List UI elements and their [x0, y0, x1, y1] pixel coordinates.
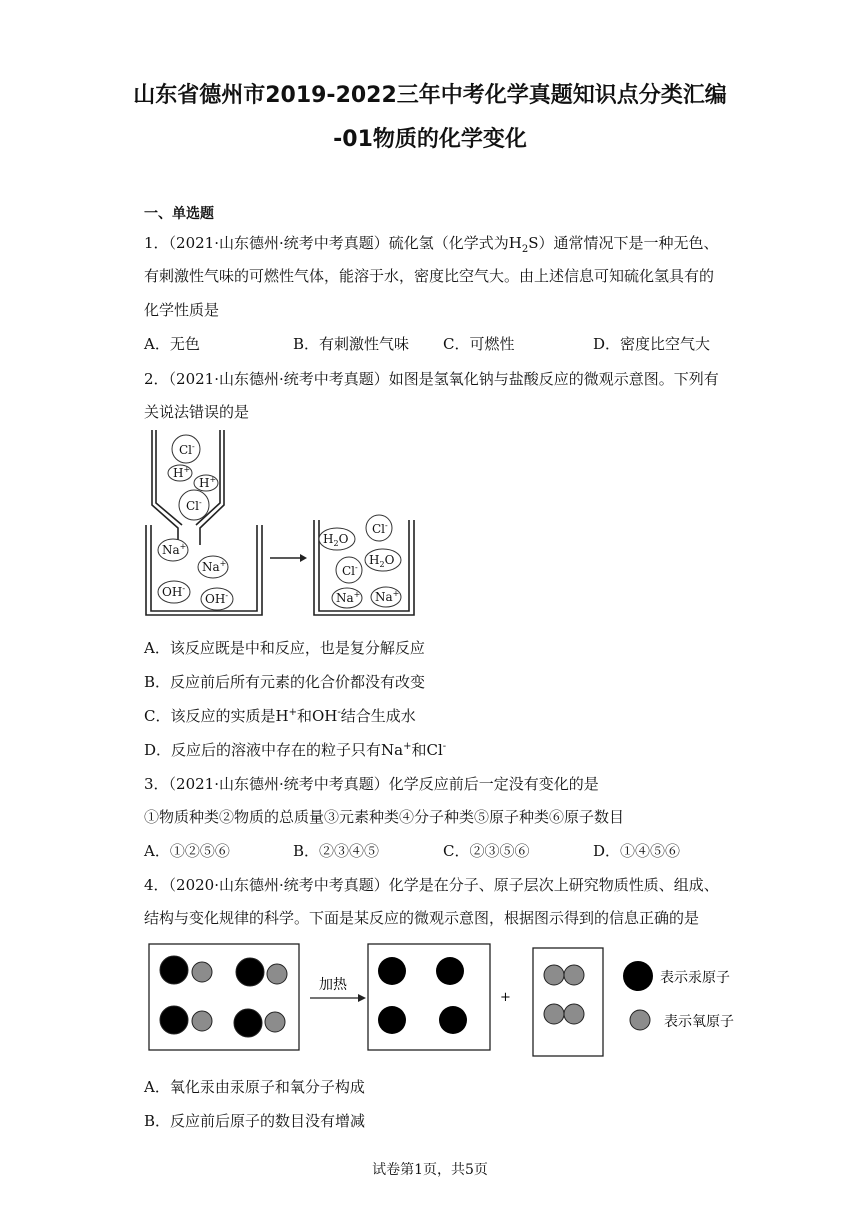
q2-line-2: 关说法错误的是 [144, 403, 250, 421]
q4-line-2: 结构与变化规律的科学。下面是某反应的微观示意图，根据图示得到的信息正确的是 [144, 909, 700, 927]
q2-option-c-sup-2: - [337, 707, 341, 718]
hgo-4-mercury [234, 1009, 262, 1037]
q3-line-1: 3．（2021·山东德州·统考中考真题）化学反应前后一定没有变化的是 [144, 775, 599, 793]
label-h-1: H+ [173, 465, 191, 480]
page-title-line-2: -01物质的化学变化 [333, 127, 527, 152]
q1-option-b: B．有刺激性气味 [293, 335, 410, 353]
heating-arrow-head [358, 994, 366, 1002]
label-na-1: Na+ [162, 542, 187, 557]
oxygen-molecule-2-atom-1 [544, 1004, 564, 1024]
product-oxygen-box [533, 948, 603, 1056]
label-na-2: Na+ [202, 559, 227, 574]
hgo-3-oxygen [192, 1011, 212, 1031]
q3-option-d: D．①④⑤⑥ [593, 842, 681, 860]
hgo-2-oxygen [267, 964, 287, 984]
q1-option-a: A．无色 [144, 335, 200, 353]
label-oh-2: OH- [205, 591, 229, 606]
q4-option-b: B．反应前后原子的数目没有增减 [144, 1112, 366, 1130]
mercury-atom-2 [436, 957, 464, 985]
section-heading: 一、单选题 [144, 206, 214, 222]
q2-option-c-text-3: 结合生成水 [340, 707, 416, 725]
hgo-4-oxygen [265, 1012, 285, 1032]
q2-option-c-text-2: 和OH [296, 707, 338, 725]
mercury-atom-1 [378, 957, 406, 985]
label-na-3: Na+ [336, 590, 361, 605]
q3-option-c: C．②③⑤⑥ [443, 842, 530, 860]
q1-line-1 [144, 232, 719, 255]
q2-option-a: A．该反应既是中和反应，也是复分解反应 [144, 639, 425, 657]
mercury-oxide-diagram [140, 938, 760, 1058]
q2-option-c-sup-1: + [288, 707, 297, 718]
label-h-2: H+ [199, 475, 217, 490]
q2-option-d-text-1: D．反应后的溶液中存在的粒子只有Na [144, 741, 404, 759]
oxygen-molecule-1-atom-1 [544, 965, 564, 985]
label-na-4: Na+ [375, 589, 400, 604]
neutralization-diagram [140, 425, 430, 625]
label-water-1: $H_2O$ [323, 532, 349, 548]
q1-line-1-text: 1．（2021·山东德州·统考中考真题）硫化氢（化学式为H [144, 234, 522, 252]
page-footer: 试卷第1页，共5页 [372, 1162, 488, 1178]
hgo-1-oxygen [192, 962, 212, 982]
oxygen-molecule-1-atom-2 [564, 965, 584, 985]
q2-option-d-sup-1: + [403, 741, 412, 752]
hgo-1-mercury [160, 956, 188, 984]
q3-option-a: A．①②⑤⑥ [144, 842, 230, 860]
label-cl-2: Cl- [186, 498, 202, 513]
legend-oxygen-icon [630, 1010, 650, 1030]
mercury-atom-4 [439, 1006, 467, 1034]
plus-sign: + [500, 990, 511, 1005]
oxygen-molecule-2-atom-2 [564, 1004, 584, 1024]
mercury-atom-3 [378, 1006, 406, 1034]
label-water-2: $H_2O$ [369, 553, 395, 569]
heating-label: 加热 [319, 977, 347, 993]
label-cl-4: Cl- [342, 563, 358, 578]
q4-line-1: 4．（2020·山东德州·统考中考真题）化学是在分子、原子层次上研究物质性质、组成、 [144, 876, 719, 894]
q3-option-b: B．②③④⑤ [293, 842, 380, 860]
q1-line-3: 化学性质是 [144, 301, 220, 319]
hgo-3-mercury [160, 1006, 188, 1034]
hgo-2-mercury [236, 958, 264, 986]
label-cl-1: Cl- [179, 442, 195, 457]
label-cl-3: Cl- [372, 521, 388, 536]
q3-line-2: ①物质种类②物质的总质量③元素种类④分子种类⑤原子种类⑥原子数目 [144, 808, 625, 826]
q4-option-a: A．氧化汞由汞原子和氧分子构成 [144, 1078, 365, 1096]
q2-option-c-text-1: C．该反应的实质是H [144, 707, 289, 725]
q2-option-b: B．反应前后所有元素的化合价都没有改变 [144, 673, 426, 691]
q2-option-d-sup-2: - [442, 741, 447, 752]
q1-line-2: 有刺激性气味的可燃性气体，能溶于水，密度比空气大。由上述信息可知硫化氢具有的 [144, 267, 715, 285]
legend-mercury-icon [623, 961, 653, 991]
legend-oxygen-label: 表示氧原子 [664, 1014, 734, 1030]
reaction-arrow-head [300, 554, 307, 562]
q1-formula-subscript: 2 [521, 244, 529, 255]
legend-mercury-label: 表示汞原子 [660, 970, 730, 986]
q2-option-c [144, 705, 416, 726]
q2-line-1: 2．（2021·山东德州·统考中考真题）如图是氢氧化钠与盐酸反应的微观示意图。下列有 [144, 370, 719, 388]
q1-line-1-end: S）通常情况下是一种无色、 [528, 234, 719, 252]
q1-option-c: C．可燃性 [443, 335, 515, 353]
q1-option-d: D．密度比空气大 [593, 335, 711, 353]
label-oh-1: OH- [162, 584, 186, 599]
q2-option-d [144, 739, 446, 760]
page-title-line-1: 山东省德州市2019-2022三年中考化学真题知识点分类汇编 [133, 83, 727, 108]
q2-option-d-text-2: 和Cl [411, 741, 443, 759]
